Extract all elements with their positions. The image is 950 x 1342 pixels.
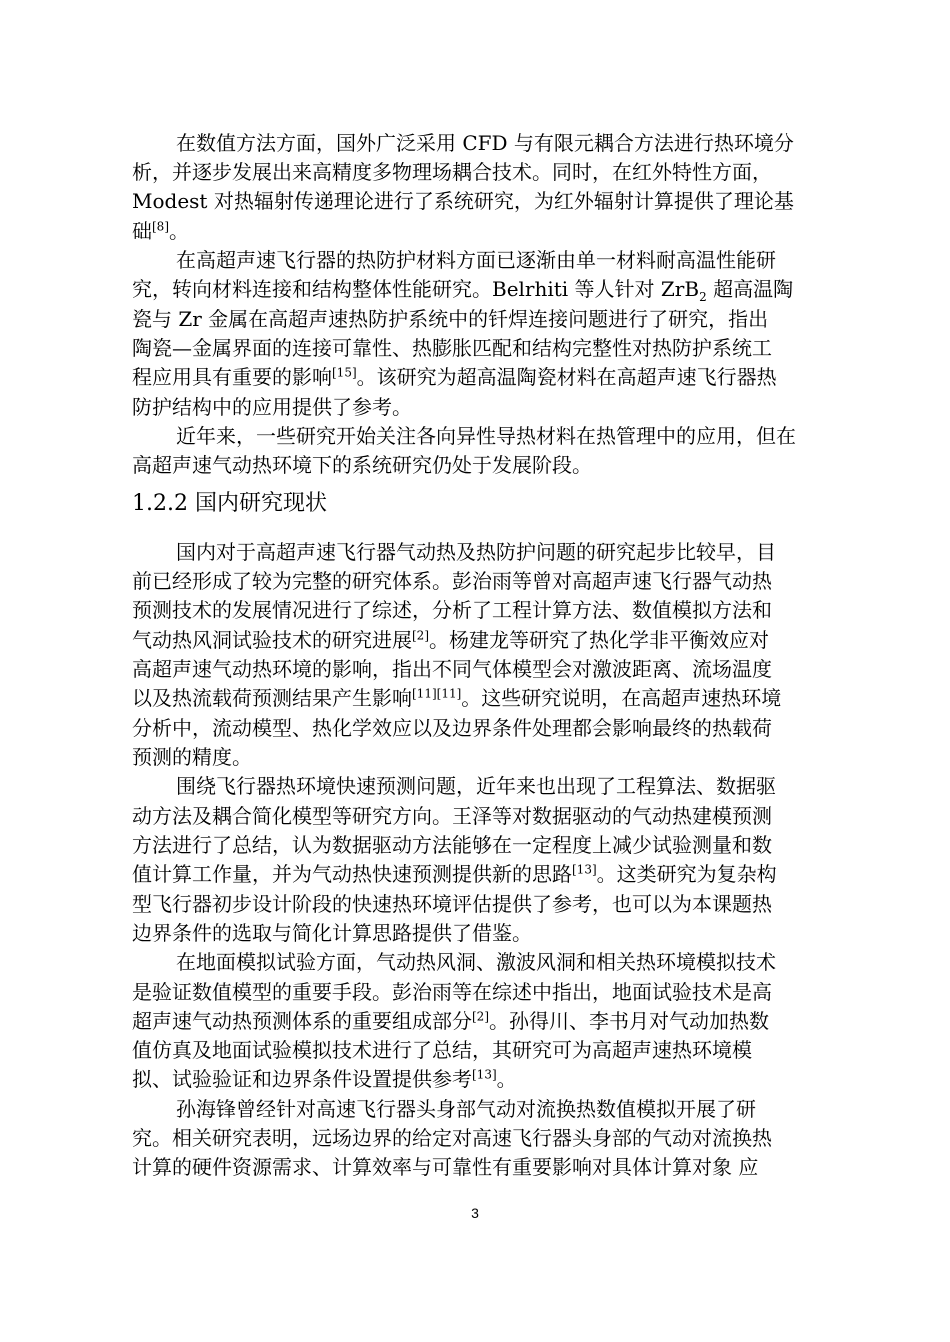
line-text: 国内对于高超声速飞行器气动热及热防护问题的研究起步比较早，目 (176, 540, 776, 564)
line-text: 值仿真及地面试验模拟技术进行了总结，其研究可为高超声速热环境模 (132, 1038, 752, 1062)
citation-superscript: [8] (152, 219, 169, 234)
line-text: 预测的精度。 (132, 745, 252, 769)
line-text: 孙海锋曾经针对高速飞行器头身部气动对流换热数值模拟开展了研 (176, 1097, 756, 1121)
line-text: 分析中，流动模型、热化学效应以及边界条件处理都会影响最终的热载荷 (132, 716, 772, 740)
line-text: Modest 对热辐射传递理论进行了系统研究，为红外辐射计算提供了理论基 (132, 189, 794, 213)
text-line (176, 426, 796, 446)
text-line (132, 338, 772, 358)
line-text: 析，并逐步发展出来高精度多物理场耦合技术。同时，在红外特性方面， (132, 160, 772, 184)
text-line (132, 982, 772, 1002)
line-text: 在数值方法方面，国外广泛采用 CFD 与有限元耦合方法进行热环境分 (176, 131, 794, 155)
line-text: 围绕飞行器热环境快速预测问题，近年来也出现了工程算法、数据驱 (176, 774, 776, 798)
line-text: 动方法及耦合简化模型等研究方向。王泽等对数据驱动的气动热建模预测 (132, 804, 772, 828)
line-text-tail: 。孙得川、李书月对气动加热数 (489, 1009, 769, 1033)
page-number: 3 (471, 1205, 479, 1221)
line-text: 拟、试验验证和边界条件设置提供参考 (132, 1067, 472, 1091)
text-line (176, 776, 776, 796)
text-line (176, 250, 776, 270)
line-text: 前已经形成了较为完整的研究体系。彭治雨等曾对高超声速飞行器气动热 (132, 569, 772, 593)
text-line (132, 309, 768, 329)
text-line (132, 162, 772, 182)
citation-superscript: [11][11] (412, 686, 462, 701)
line-text: 预测技术的发展情况进行了综述，分析了工程计算方法、数值模拟方法和 (132, 598, 772, 622)
line-text: 型飞行器初步设计阶段的快速热环境评估提供了参考，也可以为本课题热 (132, 892, 772, 916)
text-line (132, 367, 777, 387)
citation-superscript: [2] (412, 628, 429, 643)
line-text: 边界条件的选取与简化计算思路提供了借鉴。 (132, 921, 532, 945)
line-text-tail: 。这类研究为复杂构 (596, 862, 777, 886)
text-line (132, 1128, 772, 1148)
line-text: 高超声速气动热环境的影响，指出不同气体模型会对激波距离、流场温度 (132, 657, 772, 681)
line-text-tail: 。 (169, 219, 189, 243)
subscript: 2 (699, 290, 707, 304)
line-text: 气动热风洞试验技术的研究进展 (132, 628, 412, 652)
citation-superscript: [15] (332, 365, 357, 380)
text-line (176, 542, 776, 562)
text-line (132, 923, 532, 943)
text-line (132, 894, 772, 914)
section-heading: 1.2.2 国内研究现状 (132, 491, 327, 516)
text-line (132, 806, 772, 826)
text-line (176, 133, 794, 153)
text-line (132, 397, 412, 417)
text-line (132, 277, 794, 304)
text-line (132, 1069, 517, 1089)
text-line (132, 1011, 769, 1031)
line-text: 瓷与 Zr 金属在高超声速热防护系统中的钎焊连接问题进行了研究，指出 (132, 307, 769, 331)
line-text: 近年来，一些研究开始关注各向异性导热材料在热管理中的应用，但在 (176, 424, 796, 448)
citation-superscript: [13] (572, 862, 597, 877)
text-line (176, 952, 776, 972)
line-text-tail: 。 (496, 1067, 517, 1091)
line-text-tail: 。该研究为超高温陶瓷材料在高超声速飞行器热 (356, 365, 777, 389)
line-text: 究，转向材料连接和结构整体性能研究。Belrhiti 等人针对 ZrB (132, 277, 700, 301)
line-text: 防护结构中的应用提供了参考。 (132, 395, 412, 419)
line-text-tail: 。杨建龙等研究了热化学非平衡效应对 (429, 628, 769, 652)
text-line (132, 600, 772, 620)
citation-superscript: [2] (472, 1009, 489, 1024)
line-text: 究。相关研究表明，远场边界的给定对高速飞行器头身部的气动对流换热 (132, 1126, 772, 1150)
text-line (132, 221, 189, 241)
text-line (132, 455, 592, 475)
text-line (132, 747, 252, 767)
text-line (132, 659, 772, 679)
text-line (132, 688, 781, 708)
text-line (132, 718, 772, 738)
text-line (176, 1099, 756, 1119)
text-line (132, 630, 769, 650)
text-line (132, 835, 772, 855)
text-line (132, 1157, 758, 1177)
citation-superscript: [13] (472, 1067, 497, 1082)
line-text: 值计算工作量，并为气动热快速预测提供新的思路 (132, 862, 572, 886)
line-text: 程应用具有重要的影响 (132, 365, 332, 389)
line-text: 以及热流载荷预测结果产生影响 (132, 686, 412, 710)
text-line (132, 864, 777, 884)
text-line (132, 191, 794, 211)
line-text: 方法进行了总结，认为数据驱动方法能够在一定程度上减少试验测量和数 (132, 833, 772, 857)
line-text: 础 (132, 219, 152, 243)
line-text: 在高超声速飞行器的热防护材料方面已逐渐由单一材料耐高温性能研 (176, 248, 776, 272)
text-line (132, 1040, 752, 1060)
line-text: 超声速气动热预测体系的重要组成部分 (132, 1009, 472, 1033)
line-text-tail: 超高温陶 (706, 277, 794, 301)
line-text: 陶瓷—金属界面的连接可靠性、热膨胀匹配和结构完整性对热防护系统工 (132, 336, 772, 360)
text-line (132, 571, 772, 591)
line-text: 计算的硬件资源需求、计算效率与可靠性有重要影响对具体计算对象 应 (132, 1155, 759, 1179)
line-text: 在地面模拟试验方面，气动热风洞、激波风洞和相关热环境模拟技术 (176, 950, 776, 974)
line-text: 高超声速气动热环境下的系统研究仍处于发展阶段。 (132, 453, 592, 477)
line-text: 是验证数值模型的重要手段。彭治雨等在综述中指出，地面试验技术是高 (132, 980, 772, 1004)
line-text-tail: 。这些研究说明，在高超声速热环境 (461, 686, 782, 710)
